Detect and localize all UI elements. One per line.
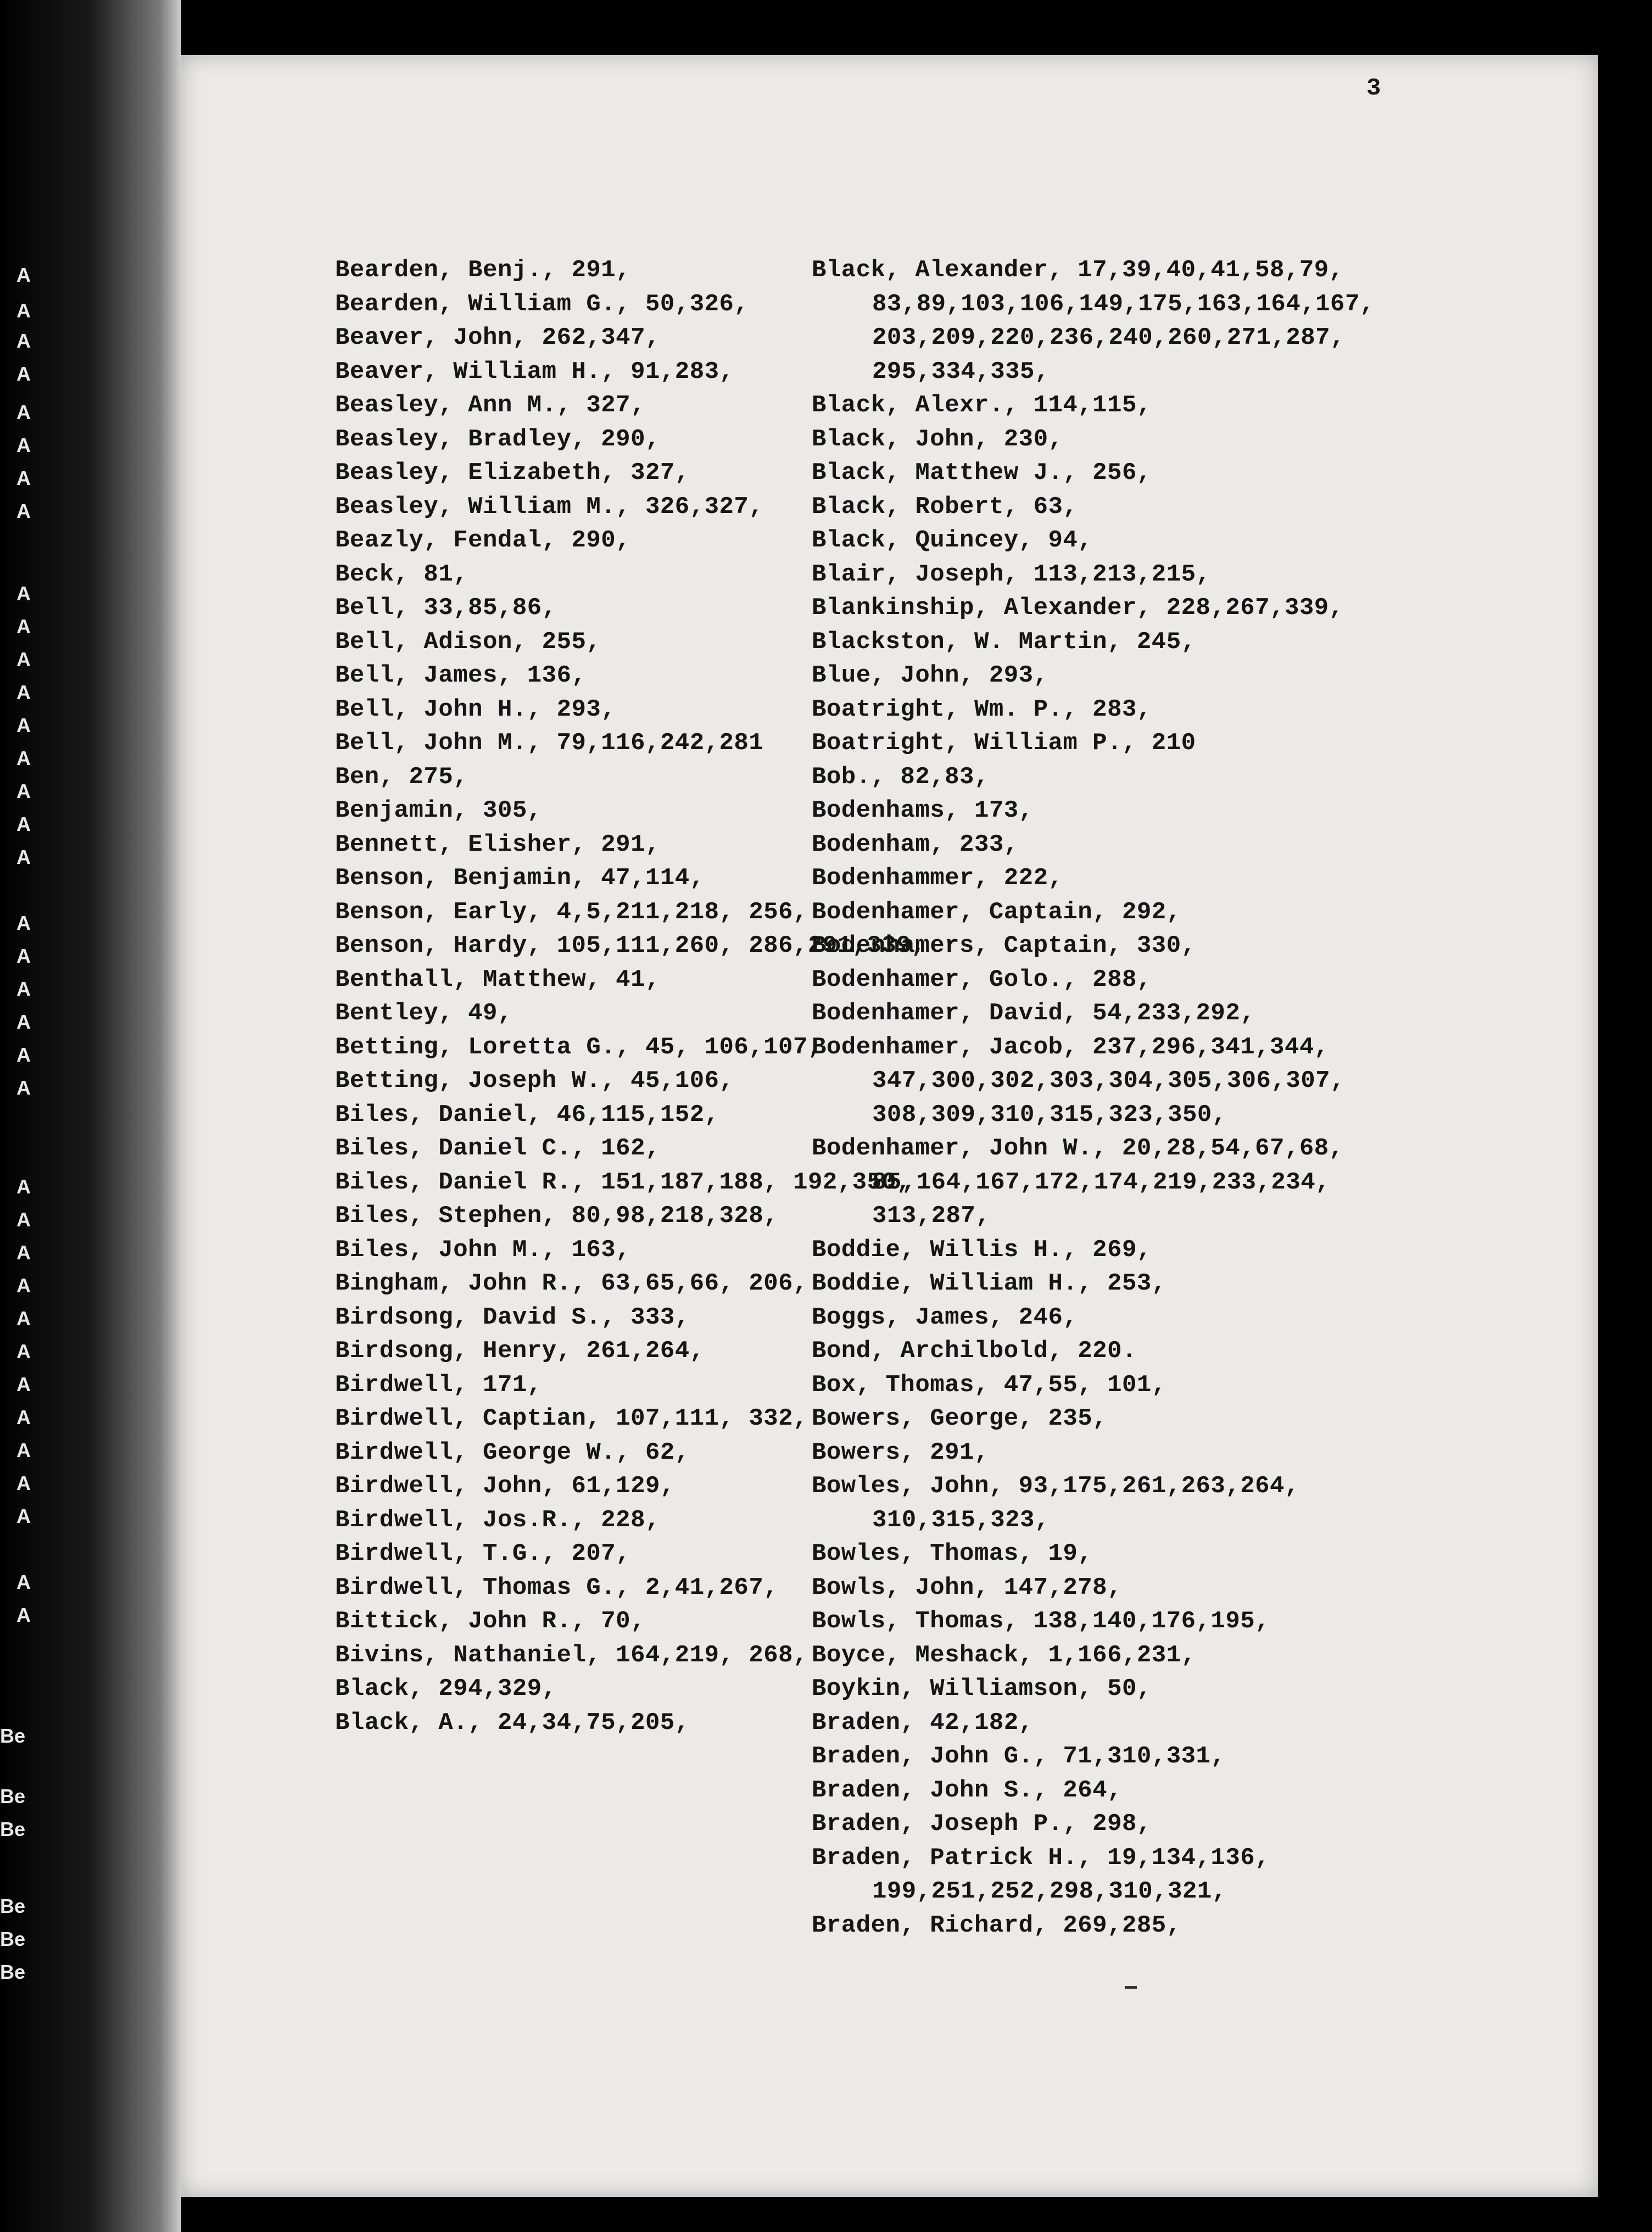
index-entry: Bodenhams, 173,: [812, 797, 1034, 824]
edge-mark: A: [16, 1044, 31, 1066]
index-entry: Bearden, William G., 50,326,: [335, 290, 749, 318]
edge-mark: A: [16, 401, 31, 423]
index-entry: Braden, John S., 264,: [812, 1776, 1122, 1804]
index-entry: Biles, Daniel R., 151,187,188, 192,350,: [335, 1168, 912, 1196]
index-entry: Birdwell, T.G., 207,: [335, 1540, 631, 1567]
edge-mark: A: [16, 1472, 31, 1494]
index-entry: Beaver, John, 262,347,: [335, 324, 660, 351]
edge-mark: A: [16, 681, 31, 704]
index-entry: Beasley, Elizabeth, 327,: [335, 459, 690, 487]
index-entry: Bob., 82,83,: [812, 763, 989, 791]
index-entry: Boyce, Meshack, 1,166,231,: [812, 1641, 1196, 1669]
edge-mark: A: [16, 1208, 31, 1231]
index-entry: Braden, Richard, 269,285,: [812, 1911, 1181, 1939]
index-entry: Braden, 42,182,: [812, 1709, 1034, 1737]
index-entry: Benjamin, 305,: [335, 797, 542, 824]
index-entry: Birdwell, 171,: [335, 1371, 542, 1399]
index-entry: Bowls, John, 147,278,: [812, 1573, 1122, 1602]
edge-mark: A: [16, 1340, 31, 1363]
edge-mark: A: [16, 330, 31, 352]
edge-mark: A: [16, 1011, 31, 1033]
index-entry: Benson, Benjamin, 47,114,: [335, 864, 705, 892]
edge-mark: A: [16, 978, 31, 1000]
index-entry: Bennett, Elisher, 291,: [335, 830, 660, 858]
edge-mark: A: [16, 434, 31, 456]
page-number: 3: [1366, 75, 1381, 102]
index-entry: Boddie, William H., 253,: [812, 1270, 1167, 1297]
edge-mark: A: [16, 615, 31, 638]
edge-mark: Be: [0, 1895, 26, 1917]
edge-mark: A: [16, 1307, 31, 1330]
index-entry: Ben, 275,: [335, 763, 468, 791]
edge-mark: A: [16, 846, 31, 868]
edge-mark: A: [16, 1604, 31, 1626]
index-entry: Bodenhamer, David, 54,233,292,: [812, 1000, 1255, 1027]
edge-mark: A: [16, 467, 31, 489]
edge-mark: A: [16, 813, 31, 835]
index-entry: Birdwell, Jos.R., 228,: [335, 1506, 660, 1534]
index-entry: Box, Thomas, 47,55, 101,: [812, 1371, 1167, 1399]
index-entry: Betting, Joseph W., 45,106,: [335, 1067, 734, 1095]
index-entry: Blackston, W. Martin, 245,: [812, 628, 1196, 656]
index-entry: Black, Quincey, 94,: [812, 527, 1093, 554]
index-entry: Beasley, Ann M., 327,: [335, 392, 645, 419]
index-entry: Bowers, 291,: [812, 1438, 989, 1466]
index-entry: Boykin, Williamson, 50,: [812, 1675, 1152, 1703]
index-entry: Beaver, William H., 91,283,: [335, 358, 734, 386]
index-entry: Bowles, John, 93,175,261,263,264, 310,315,323,: [812, 1472, 1299, 1534]
index-entry: Bowers, George, 235,: [812, 1405, 1108, 1432]
index-entry: Benson, Early, 4,5,211,218, 256,: [335, 898, 808, 926]
index-entry: Boatright, William P., 210: [812, 729, 1196, 757]
edge-mark: A: [16, 1439, 31, 1461]
index-entry: Bell, John H., 293,: [335, 695, 616, 723]
edge-mark: A: [16, 362, 31, 385]
index-entry: Beck, 81,: [335, 560, 468, 588]
edge-mark: A: [16, 780, 31, 802]
index-entry: Biles, Stephen, 80,98,218,328,: [335, 1202, 779, 1230]
index-entry: Bittick, John R., 70,: [335, 1608, 645, 1635]
index-entry: Benson, Hardy, 105,111,260, 286,291,339,: [335, 932, 927, 959]
edge-mark: Be: [0, 1725, 26, 1747]
index-entry: Birdwell, John, 61,129,: [335, 1472, 675, 1500]
index-entry: Braden, Joseph P., 298,: [812, 1810, 1152, 1838]
index-entry: Bodenhamer, Golo., 288,: [812, 966, 1152, 994]
index-entry: Braden, John G., 71,310,331,: [812, 1743, 1226, 1770]
index-entry: Bowls, Thomas, 138,140,176,195,: [812, 1608, 1270, 1635]
index-column-right: [812, 254, 1383, 1943]
index-entry: Black, 294,329,: [335, 1675, 557, 1703]
index-entry: Boddie, Willis H., 269,: [812, 1236, 1152, 1264]
index-entry: Bodenhammer, 222,: [812, 864, 1063, 892]
index-entry: Beasley, Bradley, 290,: [335, 425, 660, 453]
index-entry: Bivins, Nathaniel, 164,219, 268,: [335, 1641, 808, 1669]
index-entry: Blankinship, Alexander, 228,267,339,: [812, 594, 1344, 622]
edge-mark: Be: [0, 1785, 26, 1807]
index-entry: Birdwell, Thomas G., 2,41,267,: [335, 1573, 779, 1602]
index-entry: Bell, 33,85,86,: [335, 594, 557, 622]
edge-mark: A: [16, 747, 31, 769]
index-entry: Bodenhamer, Captain, 292,: [812, 898, 1181, 926]
edge-mark: A: [16, 1571, 31, 1593]
index-entry: Black, Alexr., 114,115,: [812, 392, 1152, 419]
index-entry: Bell, Adison, 255,: [335, 628, 601, 656]
edge-mark: A: [16, 299, 31, 322]
edge-mark: A: [16, 1241, 31, 1264]
index-entry: Bodenhamer, John W., 20,28,54,67,68, 85,164,167,172,174,219,233,234, 313,287,: [812, 1135, 1344, 1230]
edge-mark: A: [16, 1076, 31, 1099]
edge-mark: A: [16, 1406, 31, 1429]
edge-mark: A: [16, 500, 31, 522]
index-entry: Bingham, John R., 63,65,66, 206,: [335, 1270, 808, 1297]
stray-mark: [1125, 1986, 1137, 1989]
index-entry: Biles, Daniel, 46,115,152,: [335, 1101, 719, 1129]
edge-mark: Be: [0, 1961, 26, 1983]
index-entry: Braden, Patrick H., 19,134,136, 199,251,252,298,310,321,: [812, 1844, 1270, 1905]
index-entry: Bodenham, 233,: [812, 830, 1019, 858]
index-entry: Black, Matthew J., 256,: [812, 459, 1152, 487]
edge-mark: A: [16, 1175, 31, 1198]
edge-mark: A: [16, 945, 31, 967]
index-entry: Birdwell, Captian, 107,111, 332,: [335, 1405, 808, 1432]
edge-mark: A: [16, 1274, 31, 1297]
edge-mark: A: [16, 912, 31, 934]
index-entry: Beazly, Fendal, 290,: [335, 527, 631, 554]
index-entry: Bodenhamers, Captain, 330,: [812, 932, 1196, 959]
index-entry: Bodenhamer, Jacob, 237,296,341,344, 347,300,302,303,304,305,306,307, 308,309,310,315,323,350,: [812, 1033, 1345, 1129]
index-entry: Beasley, William M., 326,327,: [335, 493, 764, 521]
edge-mark: A: [16, 582, 31, 605]
edge-mark: A: [16, 714, 31, 736]
index-entry: Bell, John M., 79,116,242,281: [335, 729, 764, 757]
index-entry: Benthall, Matthew, 41,: [335, 966, 660, 994]
edge-mark: A: [16, 1505, 31, 1527]
index-entry: Black, Alexander, 17,39,40,41,58,79, 83,89,103,106,149,175,163,164,167, 203,209,220,236,240,260,271,287, 295,334,335,: [812, 256, 1375, 386]
index-entry: Bowles, Thomas, 19,: [812, 1540, 1093, 1567]
edge-mark: Be: [0, 1928, 26, 1950]
index-entry: Birdwell, George W., 62,: [335, 1438, 690, 1466]
index-entry: Birdsong, David S., 333,: [335, 1303, 690, 1331]
index-entry: Bearden, Benj., 291,: [335, 256, 631, 284]
edge-mark: Be: [0, 1818, 26, 1840]
index-entry: Blue, John, 293,: [812, 662, 1048, 689]
index-entry: Biles, John M., 163,: [335, 1236, 631, 1264]
index-entry: Black, Robert, 63,: [812, 493, 1078, 521]
edge-mark: A: [16, 648, 31, 671]
index-entry: Biles, Daniel C., 162,: [335, 1135, 660, 1162]
edge-mark: A: [16, 1373, 31, 1396]
index-entry: Blair, Joseph, 113,213,215,: [812, 560, 1211, 588]
index-entry: Betting, Loretta G., 45, 106,107,: [335, 1033, 823, 1061]
index-entry: Boatright, Wm. P., 283,: [812, 695, 1152, 723]
index-entry: Bentley, 49,: [335, 1000, 512, 1027]
index-entry: Black, A., 24,34,75,205,: [335, 1709, 690, 1737]
index-entry: Birdsong, Henry, 261,264,: [335, 1337, 705, 1365]
edge-mark: A: [16, 264, 31, 286]
index-entry: Bell, James, 136,: [335, 662, 587, 689]
index-entry: Black, John, 230,: [812, 425, 1063, 453]
index-entry: Bond, Archilbold, 220.: [812, 1337, 1137, 1365]
index-entry: Boggs, James, 246,: [812, 1303, 1078, 1331]
